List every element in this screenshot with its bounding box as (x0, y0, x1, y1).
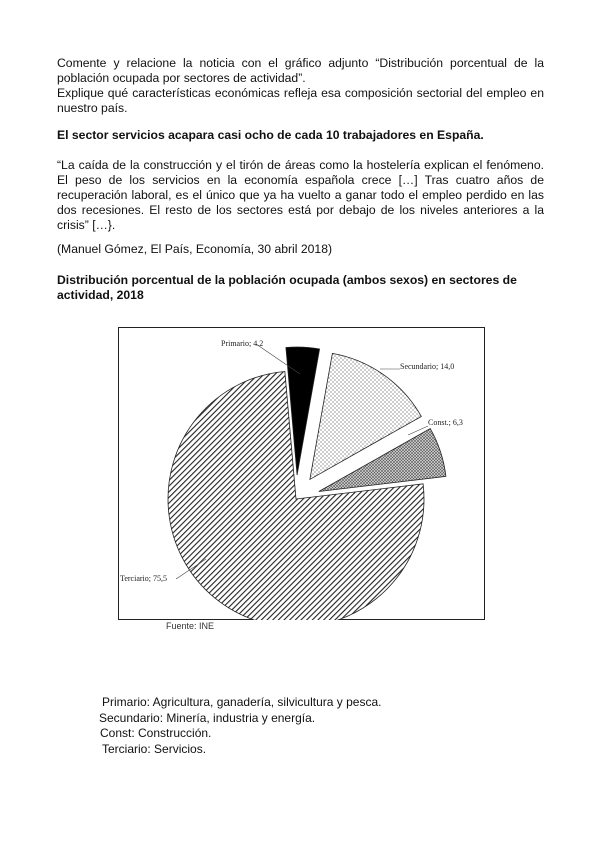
slice-label-secundario: Secundario; 14,0 (400, 362, 455, 371)
assignment-instructions (57, 56, 544, 116)
instruction-line-2: Explique qué características económicas refleja esa composición sectorial del empleo en nuestro país. (57, 86, 544, 115)
chart-source: Fuente: INE (166, 621, 215, 631)
slice-label-terciario: Terciario; 75,5 (120, 574, 167, 583)
slice-label-primario: Primario; 4.2 (221, 339, 264, 348)
pie-chart (118, 327, 485, 620)
legend-primario: Primario: Agricultura, ganadería, silvicultura y pesca. (102, 695, 382, 709)
legend-terciario: Terciario: Servicios. (102, 741, 207, 756)
instruction-line-1: Comente y relacione la noticia con el gráfico adjunto “Distribución porcentual de la población ocupada por sectores de actividad”. (57, 56, 544, 85)
news-quote: “La caída de la construcción y el tirón de áreas como la hostelería explican el fenómeno. El peso de los servicios en la economía española crece […] Tras cuatro años de recuperación laboral, es el único que ya ha vuelto a ganar todo el empleo perdido en las dos recesiones. El resto de los sectores está por debajo de los niveles anteriores a la crisis” […}. (57, 158, 544, 232)
slice-label-const: Const.; 6,3 (428, 418, 463, 427)
sector-legend (99, 695, 381, 757)
chart-heading: Distribución porcentual de la población ocupada (ambos sexos) en sectores de actividad, 2018 (57, 273, 517, 302)
legend-secundario: Secundario: Minería, industria y energía. (99, 710, 316, 725)
news-citation: (Manuel Gómez, El País, Economía, 30 abril 2018) (57, 242, 333, 256)
legend-const: Const: Construcción. (100, 726, 212, 740)
news-headline: El sector servicios acapara casi ocho de cada 10 trabajadores en España. (57, 128, 484, 142)
